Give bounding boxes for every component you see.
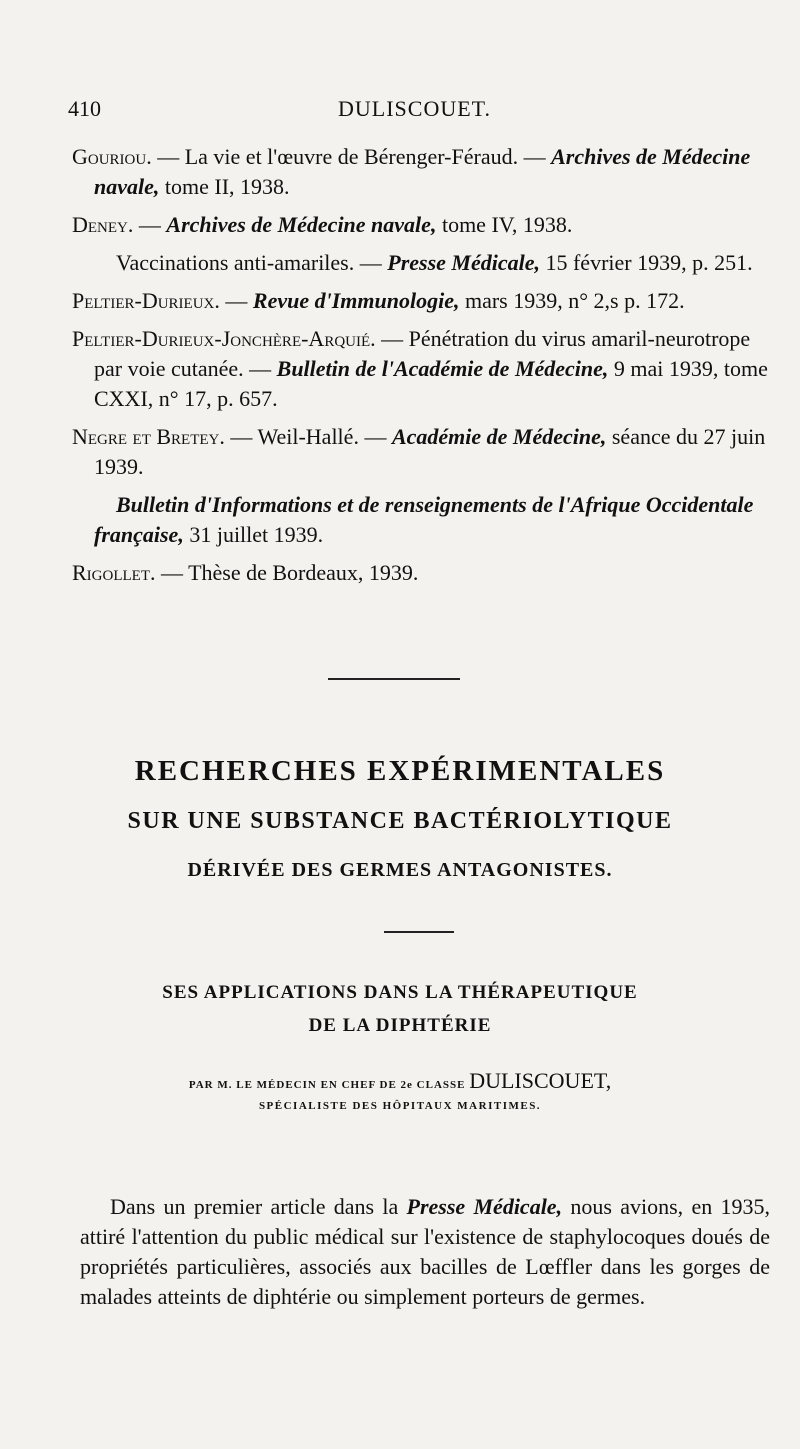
reference-source: Revue d'Immunologie, bbox=[252, 288, 460, 313]
author-role: SPÉCIALISTE DES HÔPITAUX MARITIMES. bbox=[258, 1100, 542, 1112]
reference-text: — Pénétration du virus amaril-neurotrope par voie cutanée. — bbox=[94, 326, 751, 381]
reference-source: Archives de Médecine navale, bbox=[166, 212, 437, 237]
reference-text: 31 juillet 1939. bbox=[183, 522, 324, 547]
reference-source: Académie de Médecine, bbox=[391, 424, 607, 449]
page-number: 410 bbox=[68, 96, 101, 121]
reference-item bbox=[72, 248, 772, 278]
reference-text: mars 1939, n° 2,s p. 172. bbox=[459, 288, 685, 313]
title-line: SUR UNE SUBSTANCE BACTÉRIOLYTIQUE bbox=[127, 808, 673, 834]
title-line: RECHERCHES EXPÉRIMENTALES bbox=[134, 755, 666, 787]
reference-text: — Weil-Hallé. — bbox=[224, 424, 392, 449]
author-name: DULISCOUET, bbox=[469, 1068, 612, 1093]
reference-item bbox=[72, 422, 772, 482]
article-title bbox=[0, 755, 800, 882]
reference-source: Archives de Médecine navale, bbox=[94, 144, 751, 199]
reference-text: — Thèse de Bordeaux, 1939. bbox=[155, 560, 419, 585]
reference-text: — bbox=[133, 212, 167, 237]
title-line: DÉRIVÉE DES GERMES ANTAGONISTES. bbox=[187, 859, 613, 881]
section-divider bbox=[328, 678, 460, 680]
reference-item bbox=[72, 558, 772, 588]
reference-author: Peltier-Durieux. bbox=[72, 288, 220, 313]
body-text: nous avions, en 1935, attiré l'attention du public médical sur l'existence de staphylocoques doués de propriétés particulières, associés aux bacilles de Lœffler dans les gorges de malades atteints de diphtérie ou simplement porteurs de germes. bbox=[80, 1194, 771, 1309]
reference-text: — La vie et l'œuvre de Bérenger-Féraud. — bbox=[151, 144, 552, 169]
running-head: DULISCOUET. bbox=[338, 96, 491, 121]
reference-text: Vaccinations anti-amariles. — bbox=[116, 250, 388, 275]
reference-text: 15 février 1939, p. 251. bbox=[539, 250, 753, 275]
reference-source: Bulletin d'Informations et de renseignements de l'Afrique Occidentale française, bbox=[94, 492, 754, 547]
reference-source: Bulletin de l'Académie de Médecine, bbox=[276, 356, 609, 381]
reference-author: Deney. bbox=[72, 212, 134, 237]
body-paragraph bbox=[80, 1192, 770, 1312]
body-text: Dans un premier article dans la bbox=[110, 1194, 407, 1219]
reference-item bbox=[72, 490, 772, 550]
reference-author: Gouriou. bbox=[72, 144, 152, 169]
reference-text: tome II, 1938. bbox=[159, 174, 290, 199]
reference-text: 9 mai 1939, tome CXXI, n° 17, p. 657. bbox=[94, 356, 768, 411]
reference-text: séance du 27 juin 1939. bbox=[94, 424, 766, 479]
title-divider bbox=[384, 931, 454, 933]
reference-item bbox=[72, 324, 772, 414]
reference-item bbox=[72, 210, 772, 240]
reference-item bbox=[72, 286, 772, 316]
reference-author: Peltier-Durieux-Jonchère-Arquié. bbox=[72, 326, 376, 351]
reference-author: Negre et Bretey. bbox=[72, 424, 225, 449]
subtitle-line: SES APPLICATIONS DANS LA THÉRAPEUTIQUE bbox=[162, 982, 638, 1003]
reference-text: tome IV, 1938. bbox=[436, 212, 573, 237]
reference-item bbox=[72, 142, 772, 202]
reference-text: — bbox=[219, 288, 253, 313]
page-header bbox=[68, 96, 768, 126]
reference-list bbox=[72, 142, 772, 596]
subtitle-line: DE LA DIPHTÉRIE bbox=[308, 1015, 492, 1036]
author-byline bbox=[0, 1068, 800, 1094]
byline-prefix: PAR M. LE MÉDECIN EN CHEF DE 2e CLASSE bbox=[188, 1079, 470, 1091]
reference-author: Rigollet. bbox=[72, 560, 156, 585]
reference-source: Presse Médicale, bbox=[387, 250, 540, 275]
body-citation: Presse Médicale, bbox=[406, 1194, 563, 1219]
